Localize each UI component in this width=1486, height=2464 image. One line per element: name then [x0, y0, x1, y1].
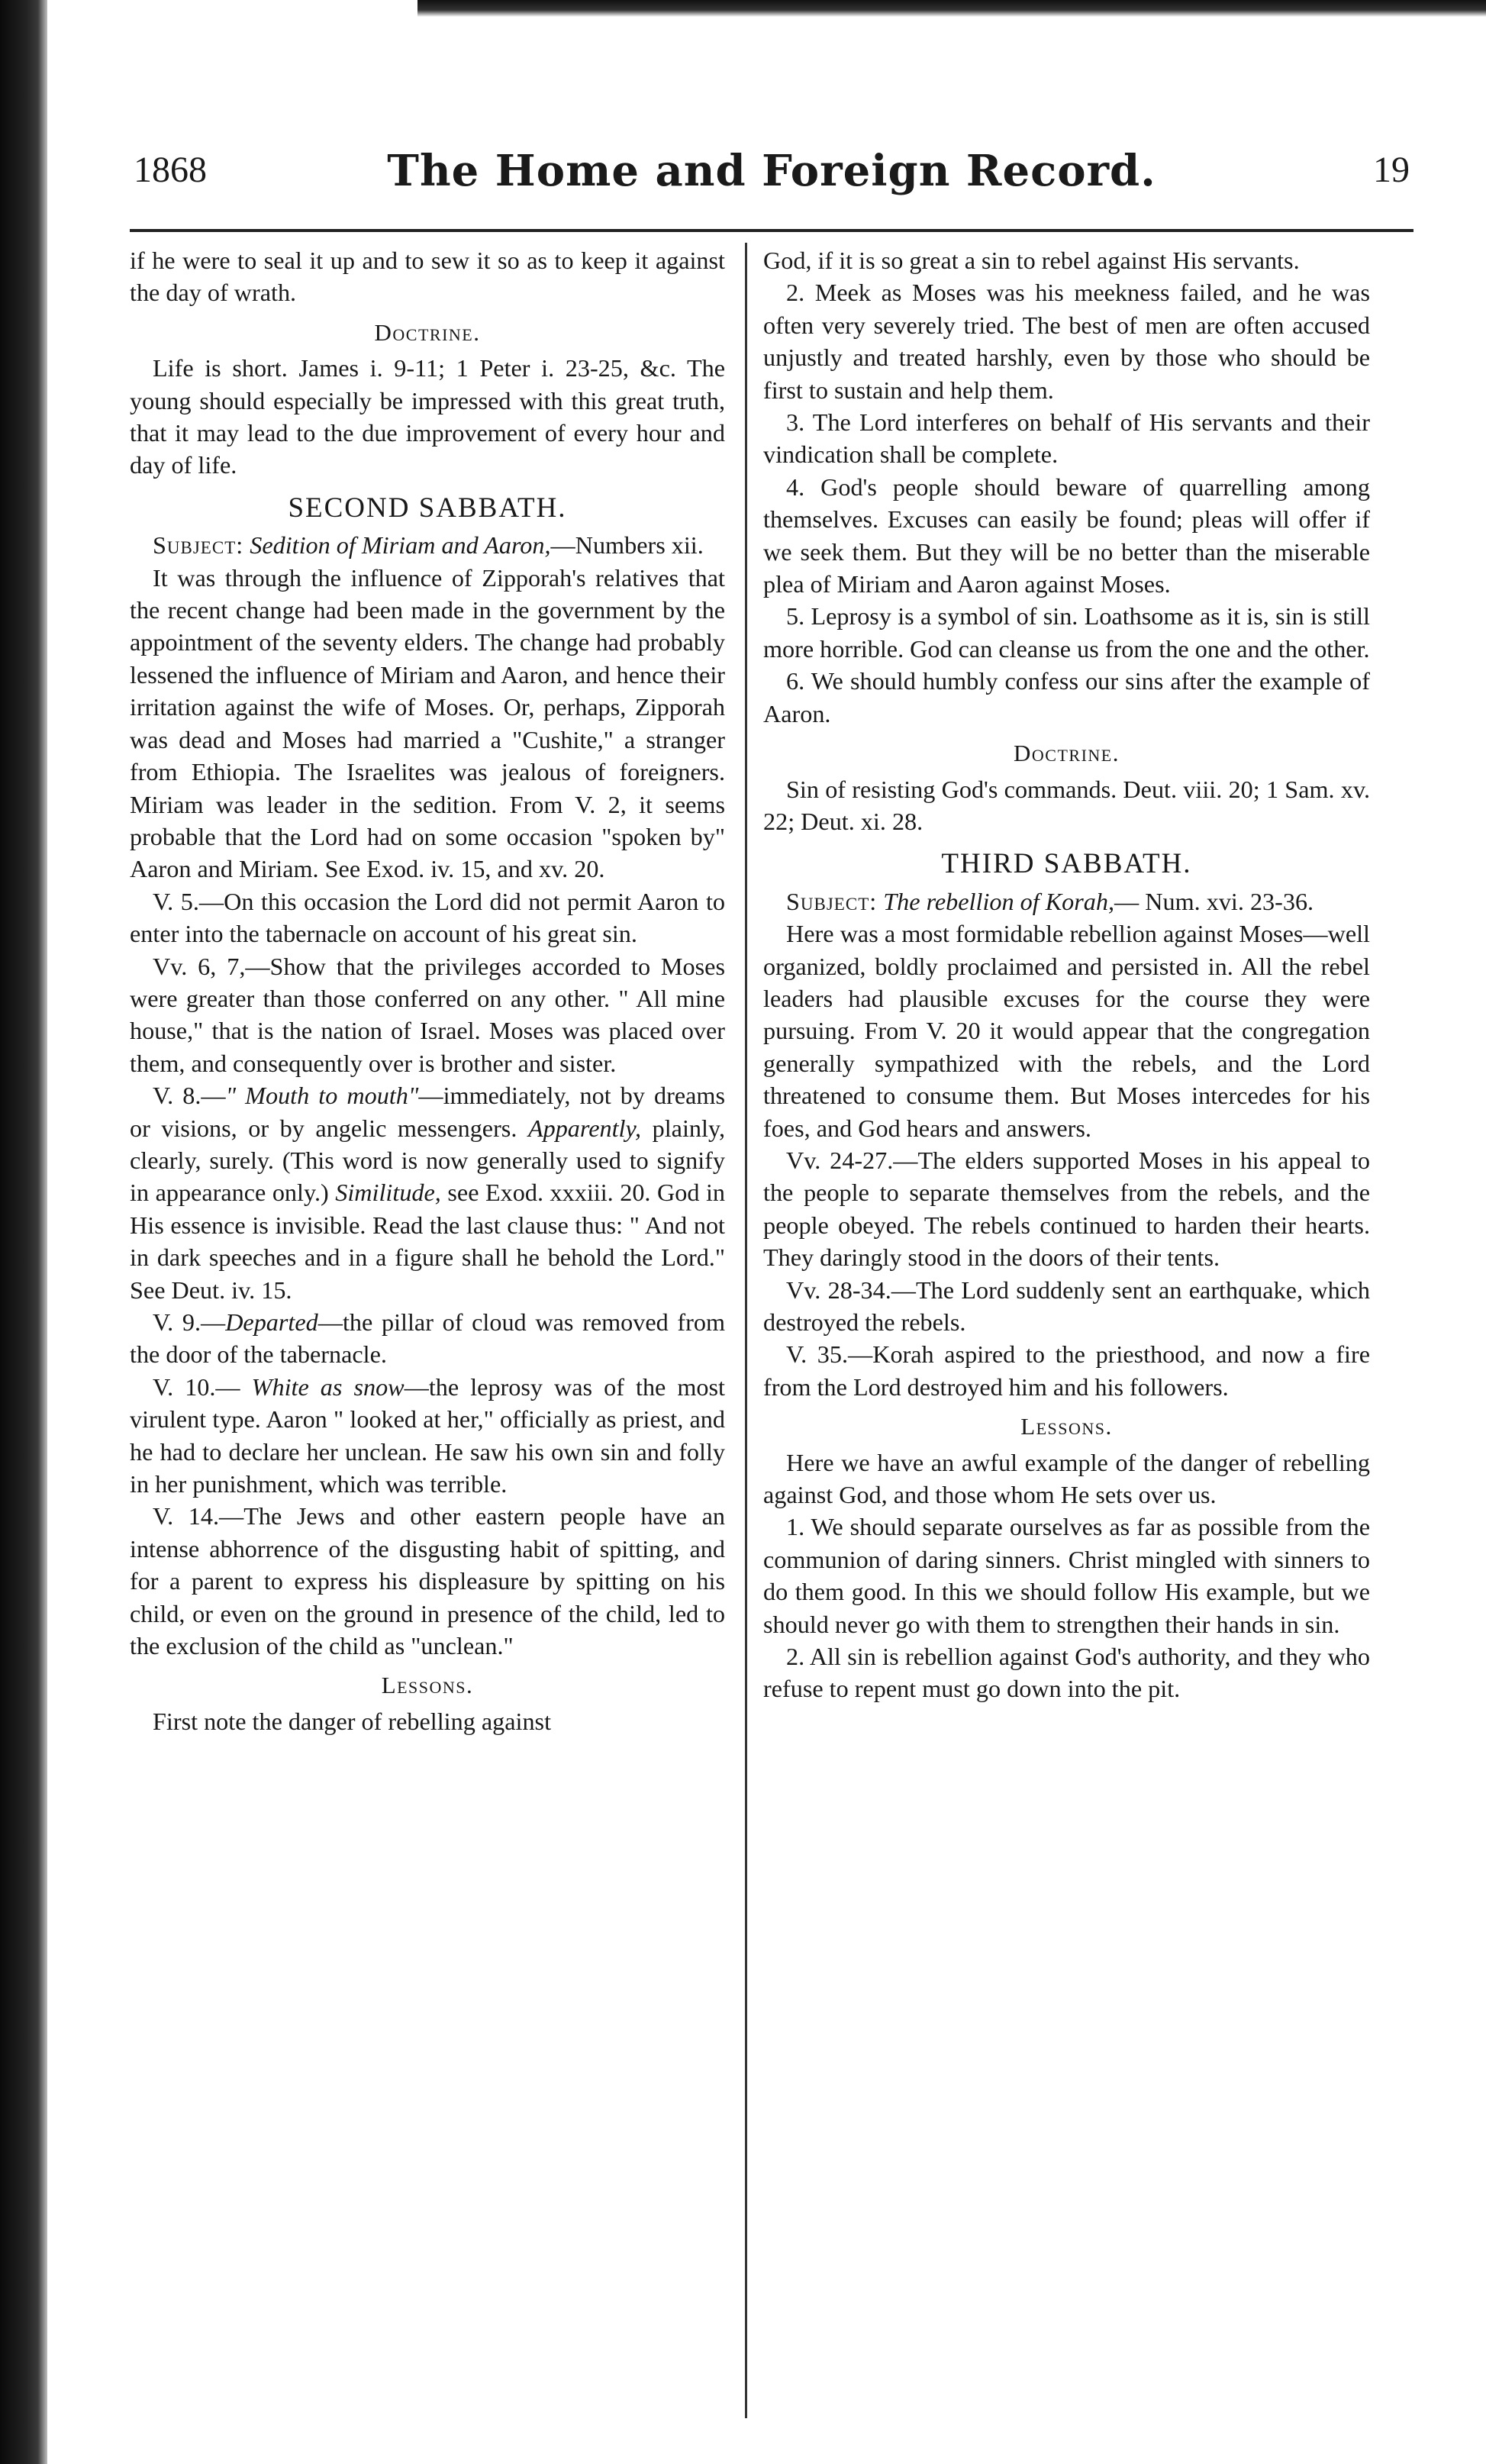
journal-title: The Home and Foreign Record.: [387, 146, 1156, 196]
verse-text: —the pillar of cloud was removed from the door of the tabernacle.: [130, 1308, 725, 1369]
lessons-heading: Lessons.: [381, 1672, 474, 1699]
paragraph: if he were to seal it up and to sew it so as to keep it against the day of wrath.: [130, 247, 725, 307]
paragraph: Here was a most formidable rebellion against Moses—well organized, boldly proclaimed and persisted in. All the rebel leaders had plausible excuses for the course they were pursuing. From V. 20 it would appear that the congregation generally sympathized with the rebels, and the Lord threatened to consume them. But Moses intercedes for his foes, and God hears and answers.: [763, 920, 1370, 1142]
subject-title: The rebellion of Korah,: [883, 887, 1115, 915]
italic-term: " Mouth to mouth": [225, 1082, 419, 1110]
left-column: [130, 244, 725, 1737]
paragraph: Here we have an awful example of the danger of rebelling against God, and those whom He sets over us.: [763, 1448, 1370, 1509]
subject-line: [763, 885, 1370, 918]
verse-text: plainly, clearly, surely. (This word is now generally used to signify in appearance only.): [130, 1114, 725, 1207]
lesson-item: 1. We should separate ourselves as far as possible from the communion of daring sinners. Christ mingled with sinners to do them good. In this we should follow His example, but we should never go with them to strengthen their hands in sin.: [763, 1513, 1370, 1638]
lesson-item: 2. Meek as Moses was his meekness failed, and he was often very severely tried. The best of men are often accused unjustly and treated harshly, even by those who should be first to sustain and help them.: [763, 279, 1370, 404]
verse-text: see Exod. xxxiii. 20. God in His essence is invisible. Read the last clause thus: " And not in dark speeches and in a figure shall he behold the Lord." See Deut. iv. 15.: [130, 1179, 725, 1304]
subject-ref: —Numbers xii.: [550, 531, 704, 560]
subject-title: Sedition of Miriam and Aaron,: [250, 531, 551, 560]
subject-label: Subject:: [786, 887, 878, 915]
scan-binding-edge: [0, 0, 47, 2464]
lessons-heading: Lessons.: [1020, 1413, 1113, 1440]
header-rule: [130, 229, 1413, 232]
paragraph: First note the danger of rebelling against: [153, 1707, 552, 1735]
italic-term: Departed: [225, 1308, 318, 1336]
page-header: [134, 146, 1410, 218]
lesson-item: 6. We should humbly confess our sins after the example of Aaron.: [763, 667, 1370, 727]
verse-note: [130, 1306, 725, 1371]
right-column: [763, 244, 1370, 1705]
lesson-item: 2. All sin is rebellion against God's authority, and they who refuse to repent must go down into the pit.: [763, 1643, 1370, 1703]
scan-top-edge: [417, 0, 1486, 17]
verse-note: V. 35.—Korah aspired to the priesthood, and now a fire from the Lord destroyed him and his followers.: [763, 1340, 1370, 1401]
verse-text: —immediately, not by dreams or visions, or by angelic messengers.: [130, 1082, 725, 1142]
verse-note: Vv. 28-34.—The Lord suddenly sent an earthquake, which destroyed the rebels.: [763, 1276, 1370, 1336]
paragraph: God, if it is so great a sin to rebel against His servants.: [763, 247, 1300, 274]
italic-term: Apparently,: [527, 1114, 642, 1142]
lesson-item: 5. Leprosy is a symbol of sin. Loathsome as it is, sin is still more horrible. God can cleanse us from the one and the other.: [763, 602, 1370, 663]
verse-note: Vv. 24-27.—The elders supported Moses in his appeal to the people to separate themselves from the rebels, and the people obeyed. The rebels continued to harden their hearts. They daringly stood in the doors of their tents.: [763, 1146, 1370, 1272]
italic-term: Similitude,: [335, 1179, 441, 1207]
verse-label: V. 9.—: [153, 1308, 226, 1336]
subject-line: [130, 529, 725, 561]
paragraph: Sin of resisting God's commands. Deut. viii. 20; 1 Sam. xv. 22; Deut. xi. 28.: [763, 775, 1370, 835]
subject-label: Subject:: [153, 531, 244, 560]
lesson-item: 4. God's people should beware of quarrelling among themselves. Excuses can easily be found; pleas will offer if we seek them. But they will be no better than the miserable plea of Miriam and Aaron against Moses.: [763, 472, 1370, 598]
lesson-item: 3. The Lord interferes on behalf of His servants and their vindication shall be complete.: [763, 408, 1370, 469]
sabbath-heading: THIRD SABBATH.: [941, 848, 1192, 880]
verse-label: V. 8.—: [153, 1082, 226, 1110]
doctrine-heading: Doctrine.: [1014, 740, 1120, 767]
paragraph: Life is short. James i. 9-11; 1 Peter i. 23-25, &c. The young should especially be impressed with this great truth, that it may lead to the due improvement of every hour and day of life.: [130, 354, 725, 479]
verse-note: V. 5.—On this occasion the Lord did not permit Aaron to enter into the tabernacle on account of his great sin.: [130, 887, 725, 948]
italic-term: White as snow: [251, 1372, 405, 1401]
verse-note: V. 14.—The Jews and other eastern people have an intense abhorrence of the disgusting habit of spitting, and for a parent to express his displeasure by spitting on his child, or even on the ground in presence of the child, led to the exclusion of the child as "unclean.": [130, 1502, 725, 1660]
doctrine-heading: Doctrine.: [374, 318, 481, 346]
verse-text: —the leprosy was of the most virulent type. Aaron " looked at her," officially as priest, and he had to declare her unclean. He saw his own sin and folly in her punishment, which was terrible.: [130, 1372, 725, 1498]
subject-ref: — Num. xvi. 23-36.: [1114, 887, 1314, 915]
verse-label: V. 10.—: [153, 1372, 252, 1401]
verse-note: [130, 1371, 725, 1501]
header-year: 1868: [134, 150, 207, 190]
paragraph: It was through the influence of Zipporah's relatives that the recent change had been made in the government by the appointment of the seventy elders. The change had probably lessened the influence of Miriam and Aaron, and hence their irritation against the wife of Moses. Or, perhaps, Zipporah was dead and Moses had married a "Cushite," a stranger from Ethiopia. The Israelites was jealous of foreigners. Miriam was leader in the sedition. From V. 2, it seems probable that the Lord had on some occasion "spoken by" Aaron and Miriam. See Exod. iv. 15, and xv. 20.: [130, 563, 725, 883]
column-divider: [745, 243, 747, 2418]
verse-note: [130, 1079, 725, 1306]
verse-note: Vv. 6, 7,—Show that the privileges accorded to Moses were greater than those conferred on any other. " All mine house," that is the nation of Israel. Moses was placed over them, and consequently over is brother and sister.: [130, 952, 725, 1077]
page-number: 19: [1373, 150, 1410, 190]
sabbath-heading: SECOND SABBATH.: [288, 492, 567, 524]
